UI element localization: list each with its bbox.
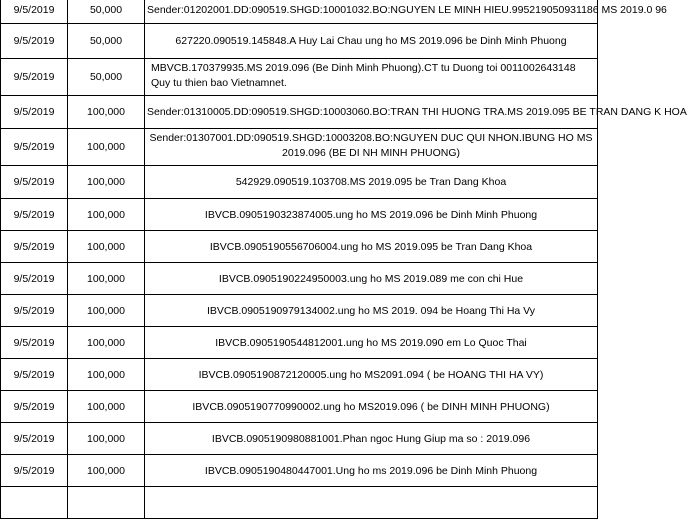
date-cell[interactable]: 9/5/2019 xyxy=(1,0,68,24)
description-cell[interactable]: IBVCB.0905190556706004.ung ho MS 2019.095 be Tran Dang Khoa xyxy=(145,231,598,263)
date-cell[interactable]: 9/5/2019 xyxy=(1,391,68,423)
description-cell[interactable]: IBVCB.0905190224950003.ung ho MS 2019.089 me con chi Hue xyxy=(145,263,598,295)
description-cell[interactable]: IBVCB.0905190323874005.ung ho MS 2019.096 be Dinh Minh Phuong xyxy=(145,199,598,231)
date-cell[interactable]: 9/5/2019 xyxy=(1,455,68,487)
description-cell[interactable] xyxy=(145,487,598,519)
table-row xyxy=(1,359,598,391)
date-cell[interactable]: 9/5/2019 xyxy=(1,263,68,295)
date-cell[interactable]: 9/5/2019 xyxy=(1,59,68,96)
date-cell[interactable]: 9/5/2019 xyxy=(1,199,68,231)
table-row xyxy=(1,24,598,59)
description-cell[interactable]: IBVCB.0905190872120005.ung ho MS2091.094 ( be HOANG THI HA VY) xyxy=(145,359,598,391)
description-cell[interactable]: Sender:01202001.DD:090519.SHGD:10001032.BO:NGUYEN LE MINH HIEU.995219050931186 MS 2019.0 96 xyxy=(145,0,598,24)
date-cell[interactable]: 9/5/2019 xyxy=(1,96,68,129)
amount-cell[interactable]: 50,000 xyxy=(68,0,145,24)
description-cell[interactable]: IBVCB.0905190979134002.ung ho MS 2019. 094 be Hoang Thi Ha Vy xyxy=(145,295,598,327)
table-row xyxy=(1,487,598,519)
description-cell[interactable]: Sender:01310005.DD:090519.SHGD:10003060.BO:TRAN THI HUONG TRA.MS 2019.095 BE TRAN DANG K HOA xyxy=(145,96,598,129)
amount-cell[interactable]: 100,000 xyxy=(68,166,145,199)
date-cell[interactable]: 9/5/2019 xyxy=(1,359,68,391)
amount-cell[interactable]: 100,000 xyxy=(68,263,145,295)
table-row xyxy=(1,391,598,423)
amount-cell[interactable]: 100,000 xyxy=(68,455,145,487)
amount-cell[interactable]: 100,000 xyxy=(68,359,145,391)
date-cell[interactable]: 9/5/2019 xyxy=(1,231,68,263)
amount-cell[interactable]: 100,000 xyxy=(68,327,145,359)
table-row xyxy=(1,295,598,327)
table-row xyxy=(1,166,598,199)
date-cell[interactable]: 9/5/2019 xyxy=(1,129,68,166)
amount-cell[interactable]: 100,000 xyxy=(68,231,145,263)
table-row xyxy=(1,59,598,96)
amount-cell[interactable]: 100,000 xyxy=(68,129,145,166)
amount-cell[interactable] xyxy=(68,487,145,519)
description-cell[interactable]: 627220.090519.145848.A Huy Lai Chau ung ho MS 2019.096 be Dinh Minh Phuong xyxy=(145,24,598,59)
description-cell[interactable]: Sender:01307001.DD:090519.SHGD:10003208.BO:NGUYEN DUC QUI NHON.IBUNG HO MS 2019.096 (BE DI NH MINH PHUONG) xyxy=(145,129,598,166)
amount-cell[interactable]: 100,000 xyxy=(68,295,145,327)
table-row xyxy=(1,231,598,263)
date-cell[interactable]: 9/5/2019 xyxy=(1,423,68,455)
table-row xyxy=(1,423,598,455)
amount-cell[interactable]: 50,000 xyxy=(68,59,145,96)
table-row xyxy=(1,199,598,231)
amount-cell[interactable]: 100,000 xyxy=(68,423,145,455)
amount-cell[interactable]: 100,000 xyxy=(68,96,145,129)
table-row xyxy=(1,129,598,166)
description-cell[interactable]: IBVCB.0905190770990002.ung ho MS2019.096 ( be DINH MINH PHUONG) xyxy=(145,391,598,423)
amount-cell[interactable]: 100,000 xyxy=(68,199,145,231)
date-cell[interactable]: 9/5/2019 xyxy=(1,24,68,59)
table-row xyxy=(1,96,598,129)
table-row xyxy=(1,0,598,24)
amount-cell[interactable]: 50,000 xyxy=(68,24,145,59)
table-row xyxy=(1,327,598,359)
description-cell[interactable]: IBVCB.0905190480447001.Ung ho ms 2019.096 be Dinh Minh Phuong xyxy=(145,455,598,487)
amount-cell[interactable]: 100,000 xyxy=(68,391,145,423)
table-row xyxy=(1,263,598,295)
description-cell[interactable]: IBVCB.0905190980881001.Phan ngoc Hung Giup ma so : 2019.096 xyxy=(145,423,598,455)
description-cell[interactable]: IBVCB.0905190544812001.ung ho MS 2019.090 em Lo Quoc Thai xyxy=(145,327,598,359)
date-cell[interactable]: 9/5/2019 xyxy=(1,166,68,199)
date-cell[interactable]: 9/5/2019 xyxy=(1,295,68,327)
description-cell[interactable]: 542929.090519.103708.MS 2019.095 be Tran Dang Khoa xyxy=(145,166,598,199)
date-cell[interactable]: 9/5/2019 xyxy=(1,327,68,359)
description-cell[interactable]: MBVCB.170379935.MS 2019.096 (Be Dinh Minh Phuong).CT tu Duong toi 0011002643148 Quy tu thien bao Vietnamnet. xyxy=(145,59,598,96)
table-row xyxy=(1,455,598,487)
date-cell[interactable] xyxy=(1,487,68,519)
